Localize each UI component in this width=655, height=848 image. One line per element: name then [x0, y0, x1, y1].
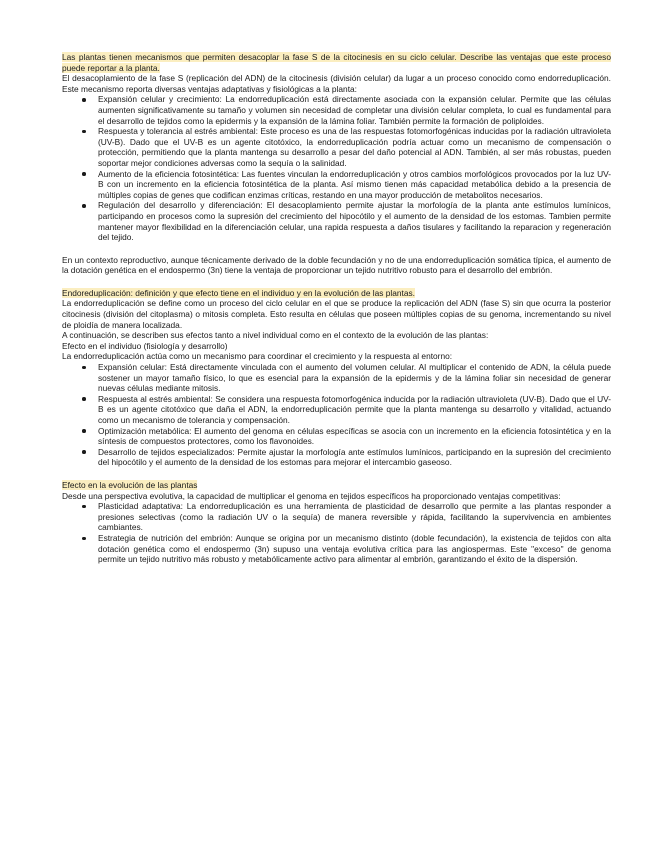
question-heading: Endoreduplicación: definición y que efecto tiene en el individuo y en la evolución de las plantas. — [62, 287, 415, 298]
list-item: Expansión celular: Está directamente vinculada con el aumento del volumen celular. Al multiplicar el contenido de ADN, la célula puede sostener un mayor tamaño físico, lo que es esencial para la expansión de la epidermis y de la lámina foliar sin necesidad de generar nuevas células mediante mitosis. — [98, 362, 611, 394]
subheading: Efecto en el individuo (fisiología y desarrollo) — [62, 340, 228, 351]
list-item: Expansión celular y crecimiento: La endorreduplicación está directamente asociada con la expansión celular. Permite que las células aumenten significativamente su tamaño y volumen sin necesidad de completar una división celular completa, lo cual es fundamental para el desarrollo de tejidos como la epidermis y la expansión de la lámina foliar. También permite la formación de poliploides. — [98, 94, 611, 126]
transition-line: A continuación, se describen sus efectos tanto a nivel individual como en el contexto de la evolución de las plantas: — [62, 330, 489, 341]
lead-line: La endorreduplicación actúa como un mecanismo para coordinar el crecimiento y la respuesta al entorno: — [62, 351, 453, 362]
evolution-list — [62, 501, 611, 565]
question-heading: Las plantas tienen mecanismos que permiten desacoplar la fase S de la citocinesis en su ciclo celular. Describe las ventajas que este proceso puede reportar a la planta. — [62, 52, 611, 73]
list-item: Regulación del desarrollo y diferenciación: El desacoplamiento permite ajustar la morfología de la planta ante estímulos lumínicos, participando en procesos como la supresión del crecimiento del hipocótilo y el aumento de la densidad de los estomas. Tambien permite mantener mayor flexibilidad en la diferenciación celular, una rapida respuesta a daños tisulares y facilitando la reparacion y regeneración del tejido. — [98, 200, 611, 243]
section-evolution — [62, 480, 611, 565]
evolution-intro: Desde una perspectiva evolutiva, la capacidad de multiplicar el genoma en tejidos específicos ha proporcionado ventajas competitivas: — [62, 490, 561, 501]
effects-list — [62, 362, 611, 468]
advantages-list — [62, 94, 611, 242]
section-advantages — [62, 52, 611, 276]
list-item: Respuesta al estrés ambiental: Se considera una respuesta fotomorfogénica inducida por la radiación ultravioleta (UV-B). Dado que el UV-B es un agente citotóxico que daña el ADN, la endorreduplicación permite que la planta mantenga su desarrollo y vitalidad, actuando como un mecanismo de tolerancia y compensación. — [98, 393, 611, 425]
list-item: Plasticidad adaptativa: La endorreduplicación es una herramienta de plasticidad de desarrollo que permite a las plantas responder a presiones selectivas (como la radiación UV o la sequía) de manera reversible y rápida, facilitando la supervivencia en ambientes cambiantes. — [98, 501, 611, 533]
section-title: Efecto en la evolución de las plantas — [62, 479, 198, 490]
closing-paragraph: En un contexto reproductivo, aunque técnicamente derivado de la doble fecundación y no de una endorreduplicación somática típica, el aumento de la dotación genética en el endospermo (3n) tiene la ventaja de proporcionar un tejido nutritivo robusto para el desarrollo del embrión. — [62, 254, 611, 276]
list-item: Desarrollo de tejidos especializados: Permite ajustar la morfología ante estímulos lumínicos, participando en la supresión del crecimiento del hipocótilo y el aumento de la densidad de los estomas para mejorar el intercambio gaseoso. — [98, 446, 611, 468]
list-item: Aumento de la eficiencia fotosintética: Las fuentes vinculan la endorreduplicación y otros cambios morfológicos provocados por la luz UV-B con un incremento en la eficiencia fotosintética de la planta. Así mismo tienen más capacidad metabólica debido a la presencia de múltiples copias de genes que codifican enzimas críticas, restando en una mayor producción de metabolitos necesarios. — [98, 168, 611, 200]
list-item: Respuesta y tolerancia al estrés ambiental: Este proceso es una de las respuestas fotomorfogénicas inducidas por la radiación ultravioleta (UV-B). Dado que el UV-B es un agente citotóxico, la endorreduplicación podría actuar como un mecanismo de compensación o protección, permitiendo que la planta mantenga su desarrollo a pesar del daño potencial al ADN. También, al ser más robustas, pueden soportar mejor condiciones adversas como la sequía o la salinidad. — [98, 126, 611, 168]
intro-paragraph: El desacoplamiento de la fase S (replicación del ADN) de la citocinesis (división celular) da lugar a un proceso conocido como endorreduplicación. Este mecanismo reporta diversas ventajas adaptativas y fisiológicas a la planta: — [62, 73, 611, 94]
definition-paragraph: La endorreduplicación se define como un proceso del ciclo celular en el que se produce la replicación del ADN (fase S) sin que ocurra la posterior citocinesis (división del citoplasma) o mitosis completa. Esto resulta en células que poseen múltiples copias de su genoma, incrementando su nivel de ploidía de manera localizada. — [62, 298, 611, 330]
list-item: Estrategia de nutrición del embrión: Aunque se origina por un mecanismo distinto (doble fecundación), la existencia de tejidos con alta dotación genética como el endospermo (3n) supuso una ventaja evolutiva crítica para las angiospermas. Este "exceso" de genoma permite un tejido nutritivo más robusto y metabólicamente activo para alimentar al embrión, garantizando el éxito de la dispersión. — [98, 532, 611, 565]
section-definition — [62, 288, 611, 468]
list-item: Optimización metabólica: El aumento del genoma en células específicas se asocia con un incremento en la eficiencia fotosintética y en la síntesis de compuestos protectores, como los flavonoides. — [98, 425, 611, 447]
